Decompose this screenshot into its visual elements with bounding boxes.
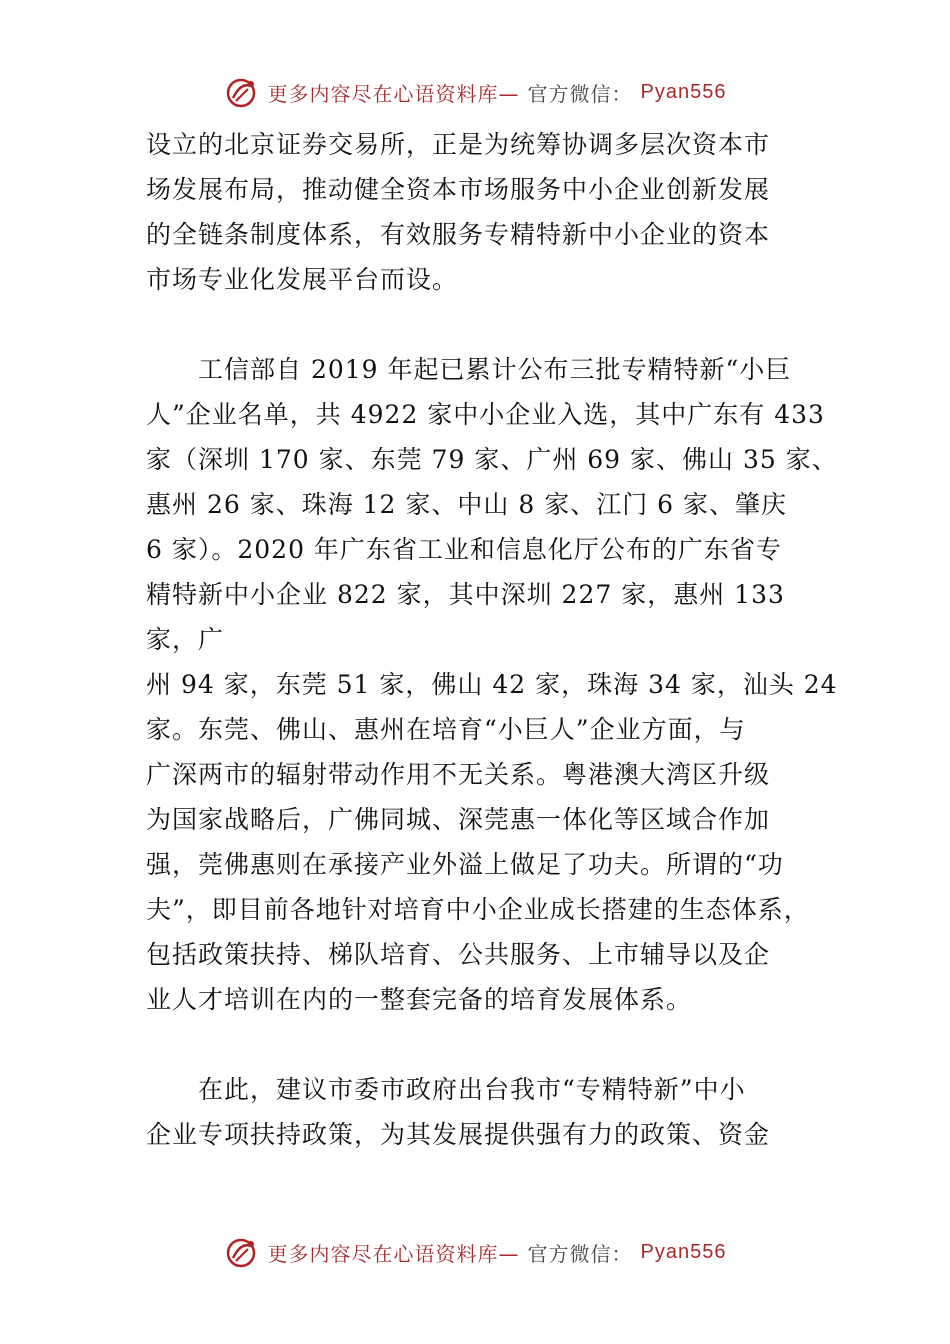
text-line: 广深两市的辐射带动作用不无关系。粤港澳大湾区升级 (146, 760, 771, 789)
text-line: 精特新中小企业 822 家，其中深圳 227 家，惠州 133 (146, 580, 785, 609)
document-body (146, 122, 838, 1157)
text-line: 家，广 (146, 625, 225, 654)
paragraph-1 (146, 122, 806, 302)
paragraph-2 (146, 347, 838, 1022)
header-banner (0, 72, 950, 112)
text-line: 在此，建议市委市政府出台我市“专精特新”中小 (146, 1075, 746, 1104)
banner-wechat-id: Pyan556 (640, 80, 727, 103)
text-line: 市场专业化发展平台而设。 (146, 265, 459, 294)
text-line: 的全链条制度体系，有效服务专精特新中小企业的资本 (146, 220, 771, 249)
banner-wechat-id: Pyan556 (640, 1240, 727, 1263)
paragraph-3 (146, 1067, 806, 1157)
text-line: 夫”，即目前各地针对培育中小企业成长搭建的生态体系， (146, 895, 810, 924)
text-line: 州 94 家，东莞 51 家，佛山 42 家，珠海 34 家，汕头 24 (146, 670, 838, 699)
text-line: 强，莞佛惠则在承接产业外溢上做足了功夫。所谓的“功 (146, 850, 784, 879)
paragraph-gap (146, 1022, 806, 1067)
text-line: 家。东莞、佛山、惠州在培育“小巨人”企业方面，与 (146, 715, 746, 744)
footer-banner (0, 1232, 950, 1272)
text-line: 工信部自 2019 年起已累计公布三批专精特新“小巨 (146, 355, 792, 384)
text-line: 6 家）。2020 年广东省工业和信息化厅公布的广东省专 (146, 535, 782, 564)
banner-wechat-label: 官方微信： (527, 81, 633, 106)
brand-logo-icon (224, 74, 260, 110)
brand-logo-icon (224, 1234, 260, 1270)
text-line: 场发展布局，推动健全资本市场服务中小企业创新发展 (146, 175, 771, 204)
paragraph-gap (146, 302, 806, 347)
text-line: 惠州 26 家、珠海 12 家、中山 8 家、江门 6 家、肇庆 (146, 490, 788, 519)
text-line: 企业专项扶持政策，为其发展提供强有力的政策、资金 (146, 1120, 771, 1149)
banner-text: 更多内容尽在心语资料库— (267, 1241, 520, 1266)
text-line: 包括政策扶持、梯队培育、公共服务、上市辅导以及企 (146, 940, 771, 969)
banner-text: 更多内容尽在心语资料库— (267, 81, 520, 106)
banner-wechat-label: 官方微信： (527, 1241, 633, 1266)
text-line: 为国家战略后，广佛同城、深莞惠一体化等区域合作加 (146, 805, 771, 834)
text-line: 家（深圳 170 家、东莞 79 家、广州 69 家、佛山 35 家、 (146, 445, 838, 474)
text-line: 业人才培训在内的一整套完备的培育发展体系。 (146, 985, 693, 1014)
text-line: 人”企业名单，共 4922 家中小企业入选，其中广东有 433 (146, 400, 825, 429)
text-line: 设立的北京证券交易所，正是为统筹协调多层次资本市 (146, 130, 771, 159)
